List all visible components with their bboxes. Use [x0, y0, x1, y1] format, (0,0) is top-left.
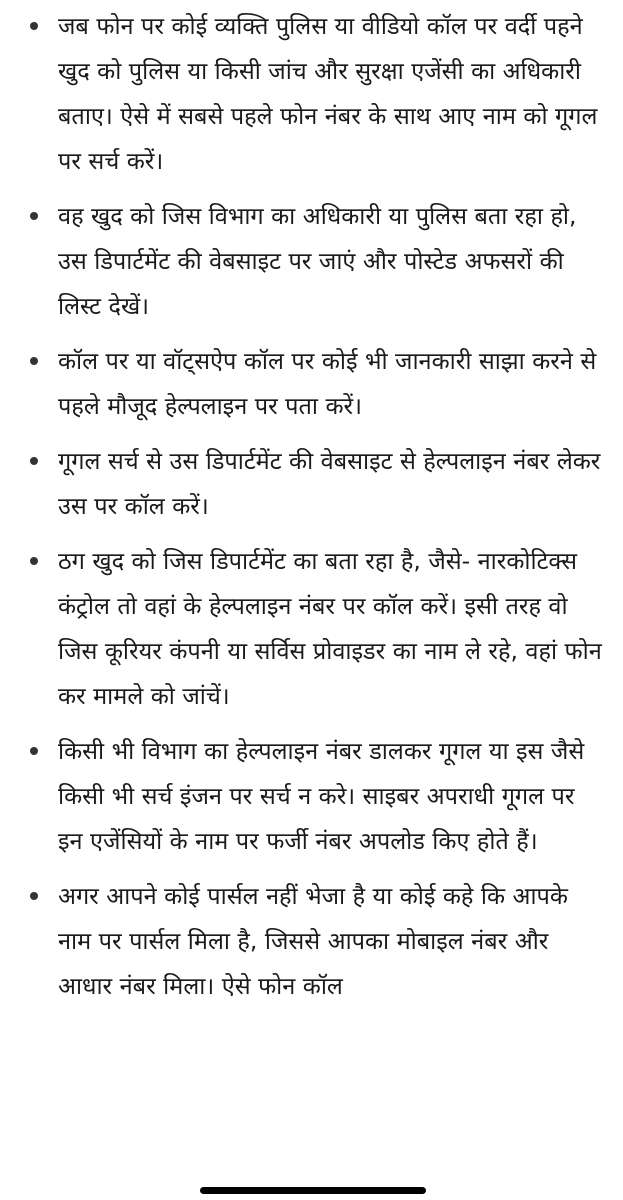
- bullet-icon: [30, 22, 38, 30]
- list-item-text: कॉल पर या वॉट्सऐप कॉल पर कोई भी जानकारी साझा करने से पहले मौजूद हेल्पलाइन पर पता करें।: [58, 347, 597, 420]
- list-item-text: वह खुद को जिस विभाग का अधिकारी या पुलिस बता रहा हो, उस डिपार्टमेंट की वेबसाइट पर जाएं और पोस्टेड अफसरों की लिस्ट देखें।: [58, 202, 577, 320]
- bullet-icon: [30, 357, 38, 365]
- home-indicator[interactable]: [200, 1187, 426, 1194]
- list-item: [0, 874, 623, 1009]
- list-item: [0, 439, 623, 529]
- bullet-icon: [30, 892, 38, 900]
- bullet-icon: [30, 457, 38, 465]
- list-item-text: ठग खुद को जिस डिपार्टमेंट का बता रहा है, जैसे- नारकोटिक्स कंट्रोल तो वहां के हेल्पलाइन नंबर पर कॉल करें। इसी तरह वो जिस कूरियर कंपनी या सर्विस प्रोवाइडर का नाम ले रहे, वहां फोन कर मामले को जांचें।: [58, 547, 602, 710]
- safety-tips-list: [0, 4, 623, 1009]
- bullet-icon: [30, 747, 38, 755]
- bullet-icon: [30, 557, 38, 565]
- list-item-text: गूगल सर्च से उस डिपार्टमेंट की वेबसाइट से हेल्पलाइन नंबर लेकर उस पर कॉल करें।: [58, 447, 601, 520]
- list-item: [0, 339, 623, 429]
- list-item: [0, 194, 623, 329]
- list-item: [0, 4, 623, 184]
- list-item-text: अगर आपने कोई पार्सल नहीं भेजा है या कोई कहे कि आपके नाम पर पार्सल मिला है, जिससे आपका मोबाइल नंबर और आधार नंबर मिला। ऐसे फोन कॉल: [58, 882, 568, 1000]
- list-item: [0, 729, 623, 864]
- list-item-text: किसी भी विभाग का हेल्पलाइन नंबर डालकर गूगल या इस जैसे किसी भी सर्च इंजन पर सर्च न करे। साइबर अपराधी गूगल पर इन एजेंसियों के नाम पर फर्जी नंबर अपलोड किए होते हैं।: [58, 737, 585, 855]
- bullet-icon: [30, 212, 38, 220]
- list-item: [0, 539, 623, 719]
- list-item-text: जब फोन पर कोई व्यक्ति पुलिस या वीडियो कॉल पर वर्दी पहने खुद को पुलिस या किसी जांच और सुरक्षा एजेंसी का अधिकारी बताए। ऐसे में सबसे पहले फोन नंबर के साथ आए नाम को गूगल पर सर्च करें।: [58, 12, 598, 175]
